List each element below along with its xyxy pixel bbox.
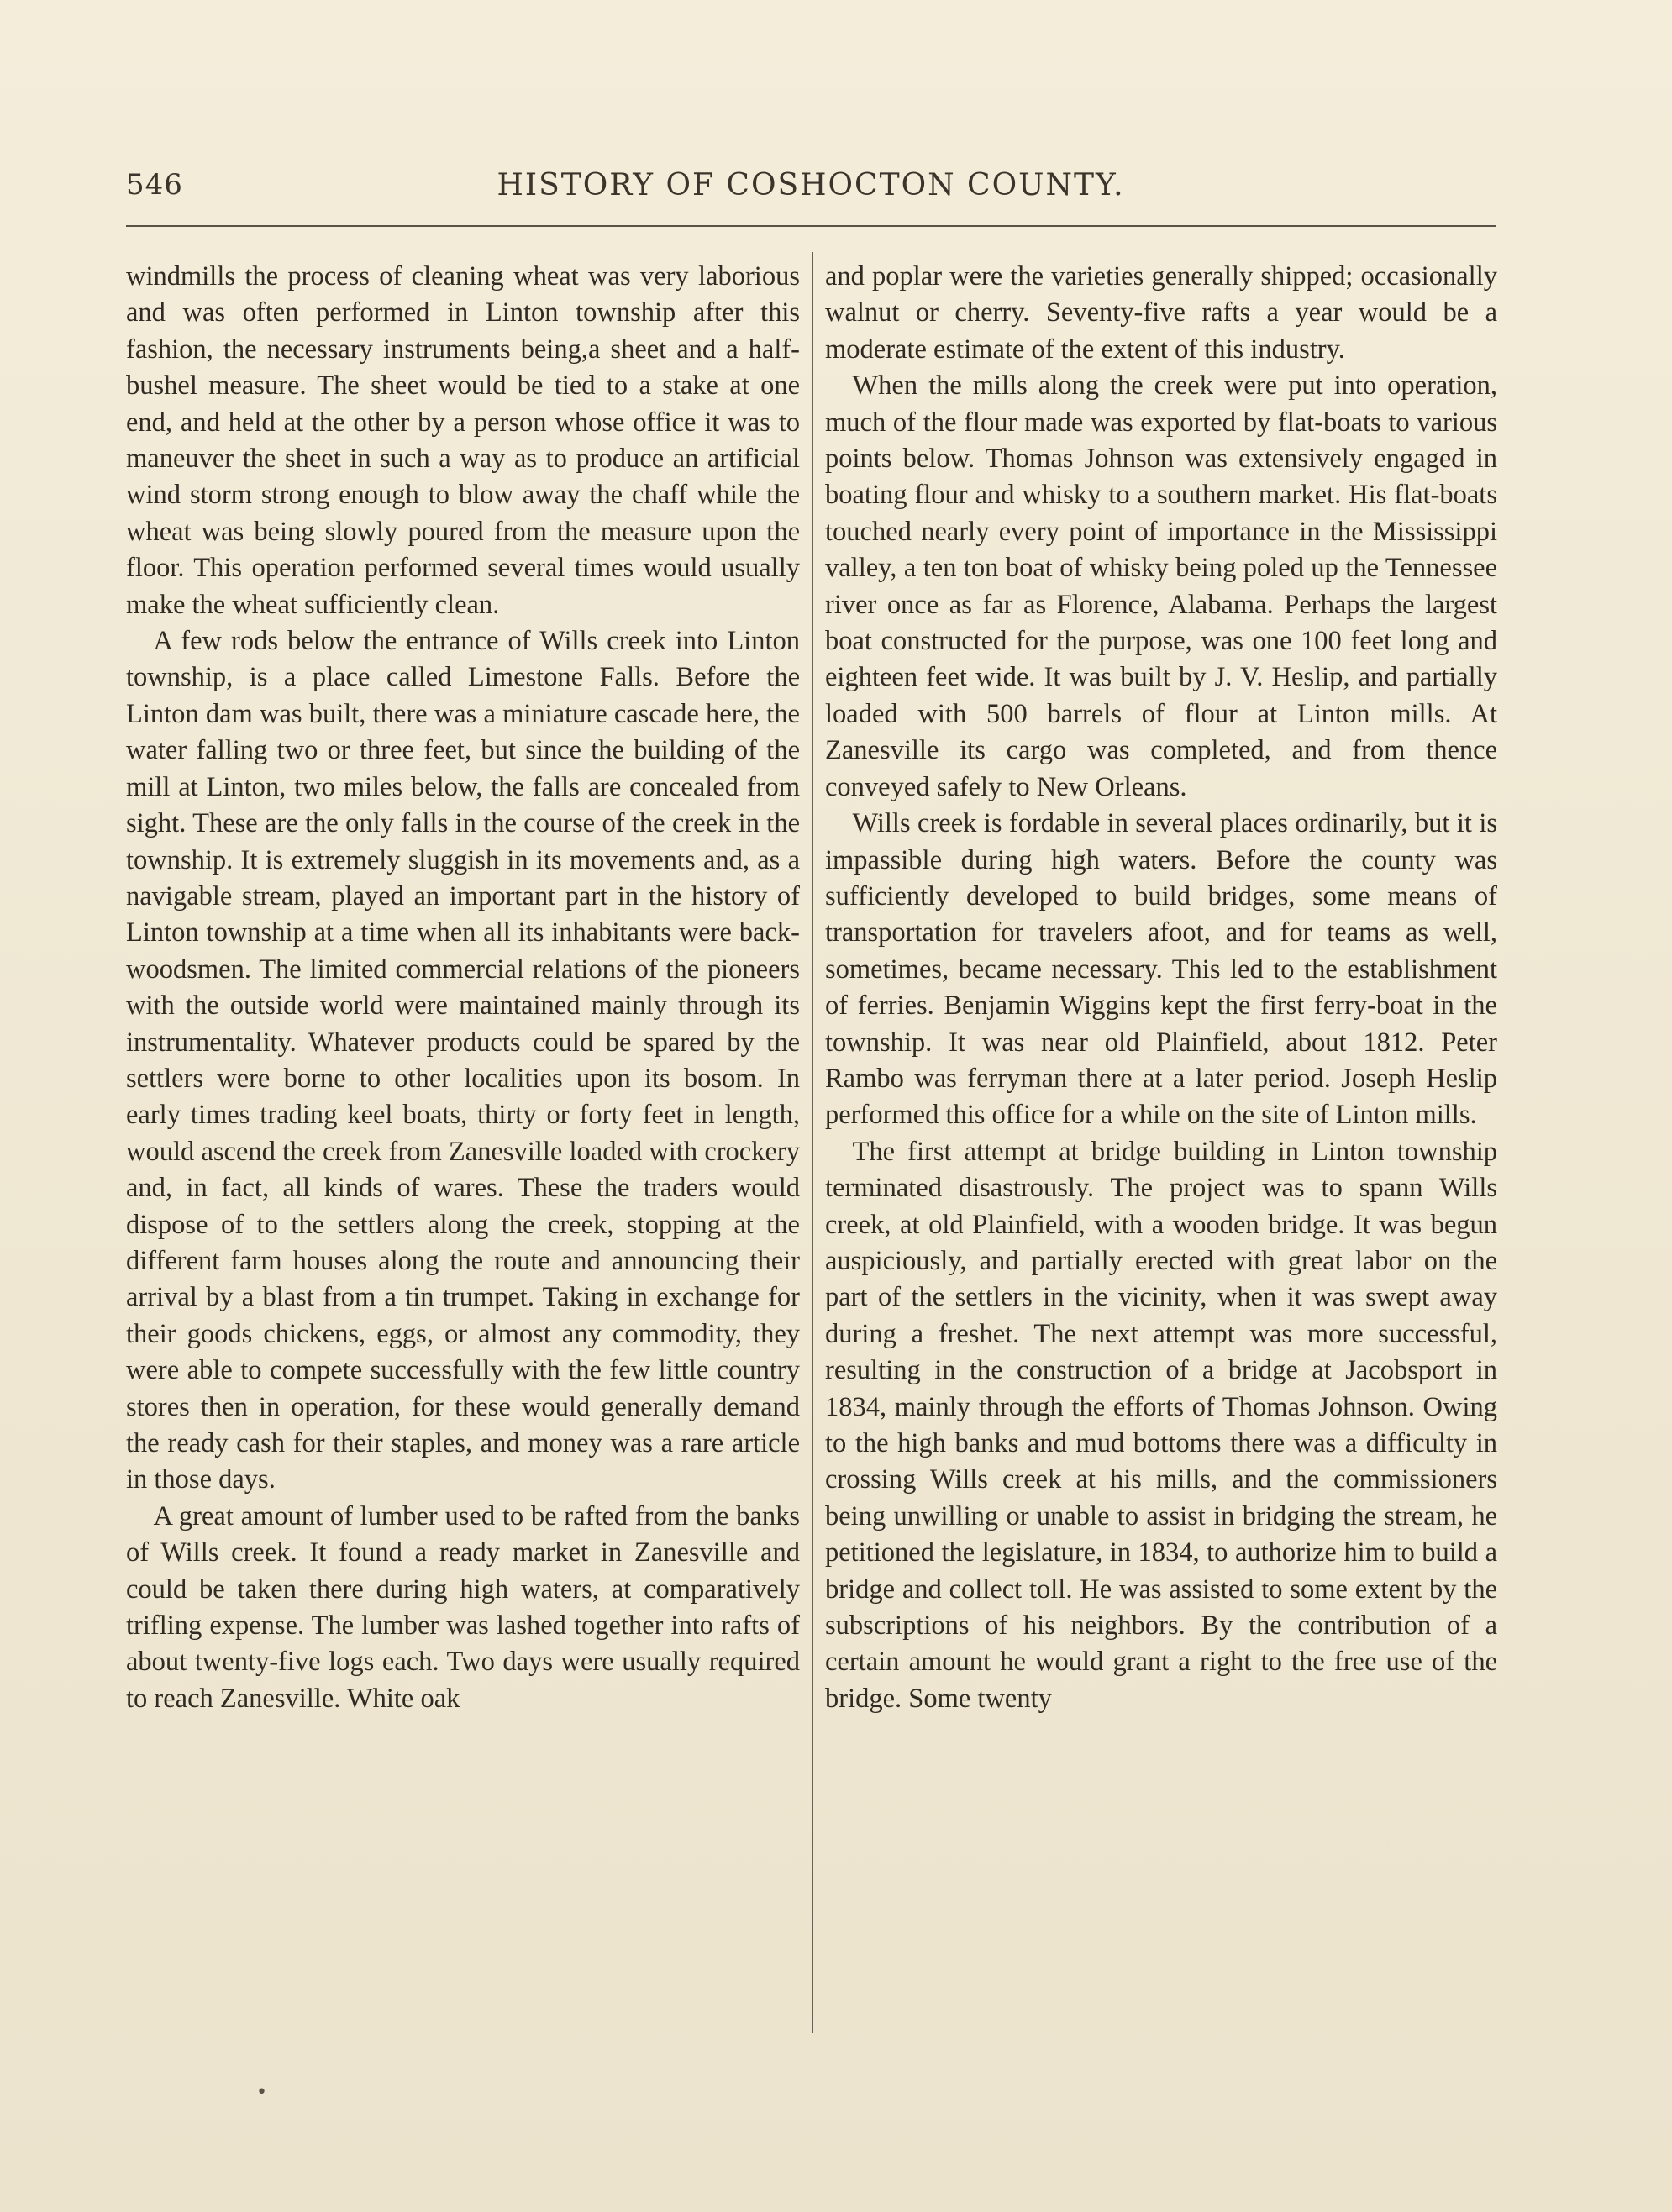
header-rule <box>126 225 1496 227</box>
page-header <box>126 168 1496 218</box>
right-paragraph-3: Wills creek is fordable in several places ordinarily, but it is impassible during high waters. Before the county was sufficiently developed to build bridges, some means of transportation for travelers afoot, and for teams as well, sometimes, became necessary. This led to the establishment of ferries. Benjamin Wiggins kept the first ferry-boat in the township. It was near old Plainfield, about 1812. Peter Rambo was ferryman there at a later period. Joseph Heslip performed this office for a while on the site of Linton mills. <box>825 808 1497 1131</box>
right-paragraph-2: When the mills along the creek were put into operation, much of the flour made was exported by flat-boats to various points below. Thomas Johnson was extensively engaged in boating flour and whisky to a southern market. His flat-boats touched nearly every point of importance in the Mississippi valley, a ten ton boat of whisky being poled up the Tennessee river once as far as Florence, Alabama. Perhaps the largest boat constructed for the purpose, was one 100 feet long and eighteen feet wide. It was built by J. V. Heslip, and partially loaded with 500 barrels of flour at Linton mills. At Zanesville its cargo was completed, and from thence conveyed safely to New Orleans. <box>825 370 1497 802</box>
ink-speck: • <box>256 2082 267 2103</box>
left-paragraph-3: A great amount of lumber used to be rafted from the banks of Wills creek. It found a ready market in Zanesville and could be taken there during high waters, at comparatively trifling expense. The lumber was lashed together into rafts of about twenty-five logs each. Two days were usually required to reach Zanesville. White oak <box>126 1500 800 1714</box>
left-column <box>126 259 800 2040</box>
running-title: HISTORY OF COSHOCTON COUNTY. <box>497 168 1125 202</box>
page-number: 546 <box>126 168 183 202</box>
left-paragraph-2: A few rods below the entrance of Wills creek into Linton township, is a place called Limestone Falls. Before the Linton dam was built, there was a miniature cascade here, the water falling two or three feet, but since the building of the mill at Linton, two miles below, the falls are concealed from sight. These are the only falls in the course of the creek in the township. It is extremely sluggish in its movements and, as a navigable stream, played an important part in the history of Linton township at a time when all its inhabitants were back-woodsmen. The limited commercial relations of the pioneers with the outside world were maintained mainly through its instrumentality. Whatever products could be spared by the settlers were borne to other localities upon its bosom. In early times trading keel boats, thirty or forty feet in length, would ascend the creek from Zanesville loaded with crockery and, in fact, all kinds of wares. These the traders would dispose of to the settlers along the creek, stopping at the different farm houses along the route and announcing their arrival by a blast from a tin trumpet. Taking in exchange for their goods chickens, eggs, or almost any commodity, they were able to compete successfully with the few little country stores then in operation, for these would generally demand the ready cash for their staples, and money was a rare article in those days. <box>126 626 800 1495</box>
column-divider <box>812 252 813 2033</box>
left-paragraph-1: windmills the process of cleaning wheat was very laborious and was often performed in Linton township after this fashion, the necessary instruments being,a sheet and a half-bushel measure. The sheet would be tied to a stake at one end, and held at the other by a person whose office it was to maneuver the sheet in such a way as to produce an artificial wind storm strong enough to blow away the chaff while the wheat was being slowly poured from the measure upon the floor. This operation performed several times would usually make the wheat sufficiently clean. <box>126 261 800 620</box>
right-paragraph-4: The first attempt at bridge building in Linton township terminated disastrously. The project was to spann Wills creek, at old Plainfield, with a wooden bridge. It was begun auspiciously, and partially erected with great labor on the part of the settlers in the vicinity, when it was swept away during a freshet. The next attempt was more successful, resulting in the construction of a bridge at Jacobsport in 1834, mainly through the efforts of Thomas Johnson. Owing to the high banks and mud bottoms there was a difficulty in crossing Wills creek at his mills, and the commissioners being unwilling or unable to assist in bridging the stream, he petitioned the legislature, in 1834, to authorize him to build a bridge and collect toll. He was assisted to some extent by the subscriptions of his neighbors. By the contribution of a certain amount he would grant a right to the free use of the bridge. Some twenty <box>825 1136 1497 1714</box>
right-column <box>825 259 1497 2040</box>
right-paragraph-1: and poplar were the varieties generally shipped; occasionally walnut or cherry. Seventy-five rafts a year would be a moderate estimate of the extent of this industry. <box>825 261 1497 365</box>
